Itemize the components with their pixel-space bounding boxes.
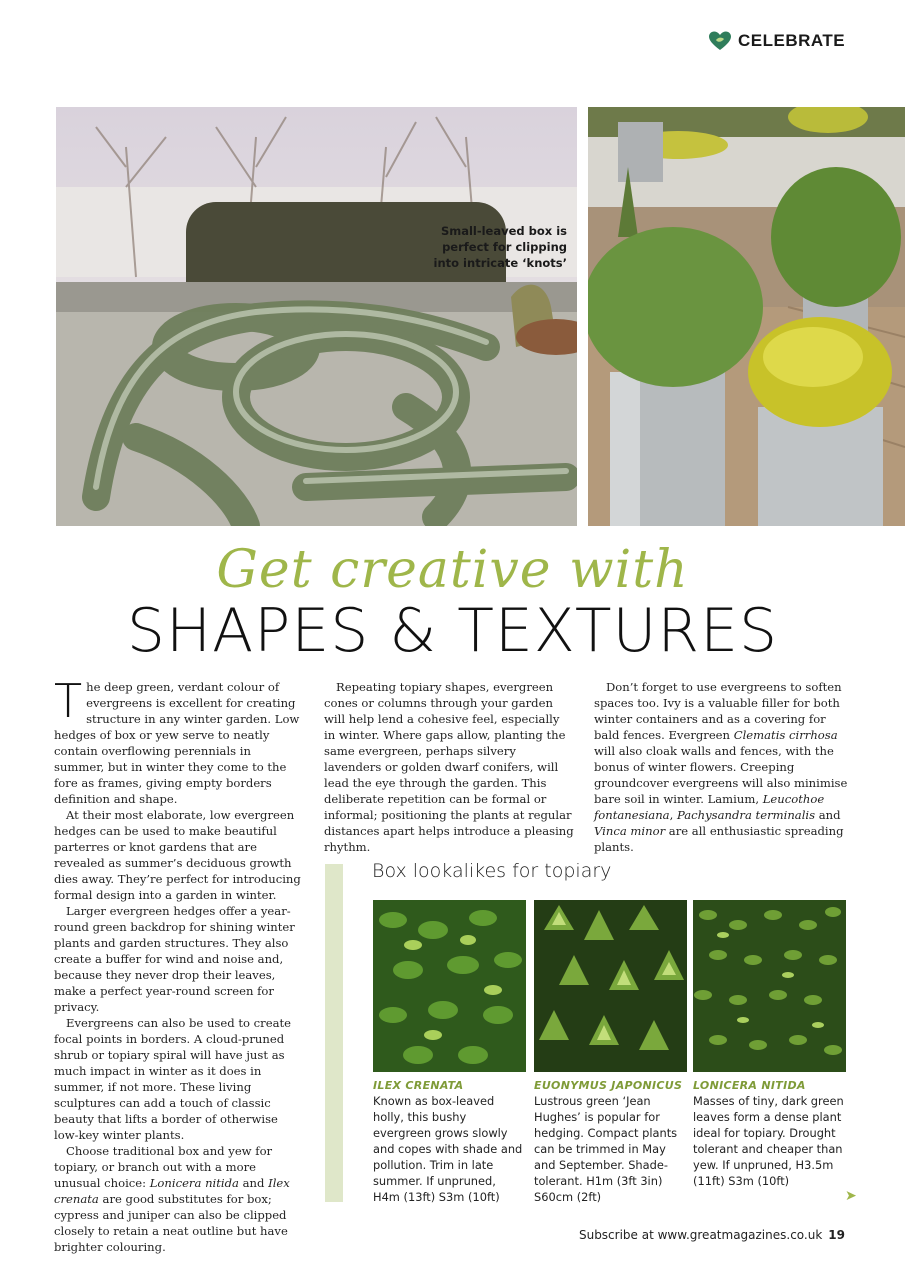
plant-description: Known as box-leaved holly, this bushy evergreen grows slowly and copes with shade and pollution. Trim in late summer. If unpruned, H4m (13ft) S3m (10ft) [373,1094,523,1204]
plant-name: EUONYMUS JAPONICUS [534,1079,683,1092]
paragraph: Choose traditional box and yew for topiary, or branch out with a more unusual choice: Lonicera nitida and Ilex crenata are good substitutes for box; cypress and juniper can also be clipped closely to retain a neat outline but have brighter colouring. [54,1144,290,1254]
plant-card-ilex [373,900,526,1205]
plant-card-lonicera [693,900,846,1189]
paragraph: Evergreens can also be used to create focal points in borders. A cloud-pruned shrub or topiary spiral will have just as much impact in winter as it does in summer, if not more. These living sculptures can add a touch of classic beauty that lifts a border of otherwise low-key winter plants. [54,1016,292,1142]
heart-leaf-icon [708,31,732,51]
drop-cap: T [54,674,83,728]
plant-description: Masses of tiny, dark green leaves form a dense plant ideal for topiary. Drought tolerant and cheaper than yew. If unpruned, H3.5m (11ft) S3m (10ft) [693,1094,844,1188]
article-column-1 [54,674,304,1255]
euonymus-photo [534,900,687,1072]
page-title: SHAPES & TEXTURES [126,596,779,666]
feature-accent-bar [325,864,343,1202]
ilex-photo [373,900,526,1072]
potted-conifers-photo [588,107,905,526]
paragraph: At their most elaborate, low evergreen hedges can be used to make beautiful parterres or knot gardens that are revealed as summer’s deciduous growth dies away. They’re perfect for introducing formal design into a garden in winter. [54,808,301,902]
plant-name: LONICERA NITIDA [693,1079,806,1092]
knot-garden-photo [56,107,577,526]
arrow-right-icon: ➤ [845,1188,857,1204]
headline-kicker: Get creative with [216,540,689,600]
lonicera-photo [693,900,846,1072]
subscribe-link[interactable]: Subscribe at www.greatmagazines.co.uk [578,1228,823,1242]
plant-description: Lustrous green ‘Jean Hughes’ is popular for hedging. Compact plants can be trimmed in May and September. Shade-tolerant. H1m (3ft 3in) S60cm (2ft) [534,1094,678,1204]
feature-title: Box lookalikes for topiary [372,860,612,882]
article-column-3 [594,679,848,855]
plant-card-euonymus [534,900,687,1205]
plant-name: ILEX CRENATA [373,1079,464,1092]
paragraph: The deep green, verdant colour of evergreens is excellent for creating structure in any winter garden. Low hedges of box or yew serve to neatly contain overflowing perennials in summer, but in winter they come to the fore as frames, giving empty borders definition and shape. [54,674,300,806]
page-number: 19 [828,1228,845,1242]
section-tag [708,31,845,51]
paragraph: Repeating topiary shapes, evergreen cones or columns through your garden will help lend a cohesive feel, especially in winter. Where gaps allow, planting the same evergreen, perhaps silvery lavenders or golden dwarf conifers, will lead the eye through the garden. This deliberate repetition can be formal or informal; positioning the plants at regular distances apart helps introduce a pleasing rhythm. [324,680,574,854]
section-tag-label: CELEBRATE [738,31,846,50]
paragraph: Don’t forget to use evergreens to soften spaces too. Ivy is a valuable filler for both winter containers and as a covering for bald fences. Evergreen Clematis cirrhosa will also cloak walls and fences, with the bonus of winter flowers. Creeping groundcover evergreens will also minimise bare soil in winter. Lamium, Leucothoe fontanesiana, Pachysandra terminalis and Vinca minor are all enthusiastic spreading plants. [594,680,848,854]
knot-garden-caption: Small-leaved box is perfect for clipping into intricate ‘knots’ [433,224,567,270]
page-footer [579,1228,845,1242]
paragraph: Larger evergreen hedges offer a year-round green backdrop for shining winter plants and garden structures. They also create a buffer for wind and noise and, because they never drop their leaves, make a perfect year-round screen for privacy. [54,904,295,1014]
article-column-2 [324,679,574,855]
